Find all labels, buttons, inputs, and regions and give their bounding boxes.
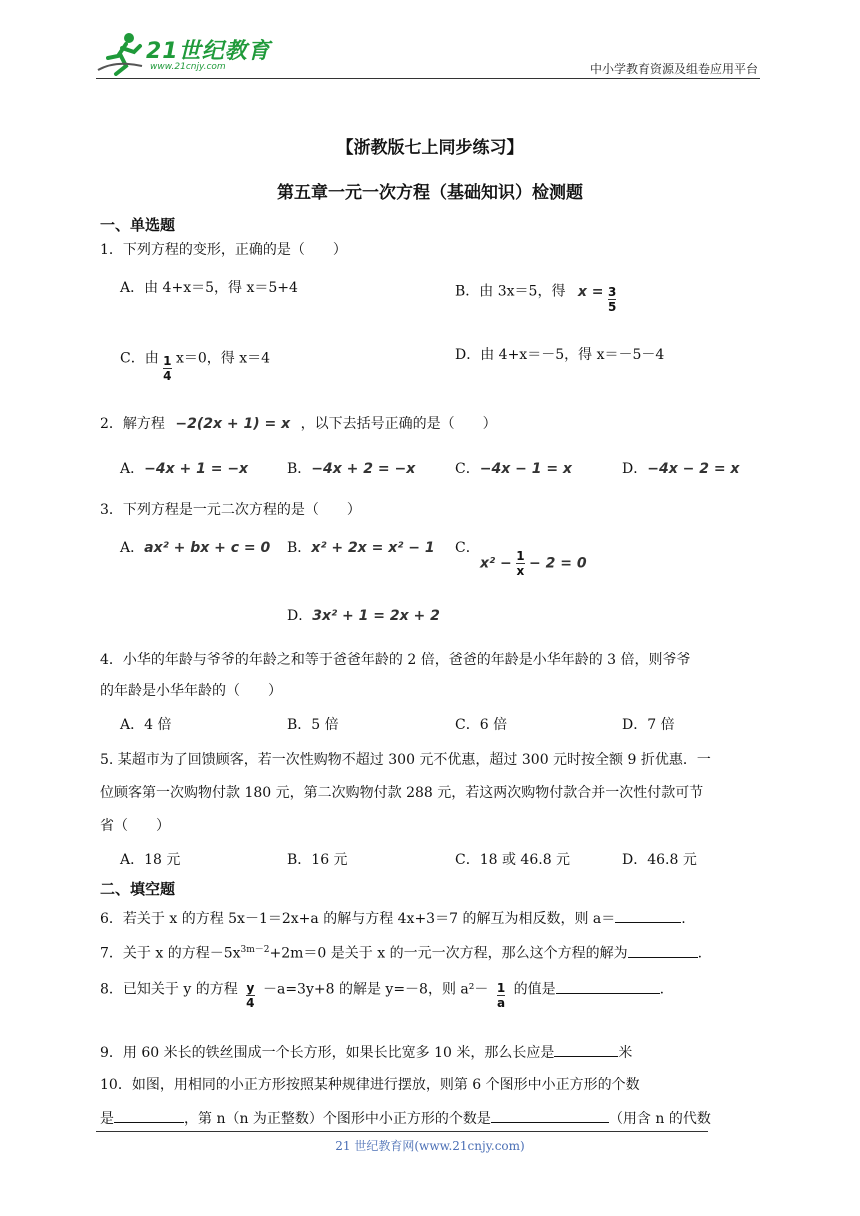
q4-option-d: D．7 倍 (622, 717, 675, 733)
q10-answer-blank-2[interactable] (491, 1108, 609, 1123)
logo-text: 21世纪教育 (146, 39, 271, 64)
section-heading-choice: 一、单选题 (100, 216, 176, 234)
q5-option-c: C．18 或 46.8 元 (455, 852, 571, 868)
q10-line2: 是 ，第 n（n 为正整数）个图形中小正方形的个数是 （用含 n 的代数 (100, 1108, 711, 1129)
q5-option-a: A．18 元 (120, 852, 181, 868)
q2-option-c: C．−4x − 1 = x (455, 461, 572, 477)
q5-option-d: D．46.8 元 (622, 852, 697, 868)
doc-title: 第五章一元一次方程（基础知识）检测题 (277, 183, 583, 203)
platform-name: 中小学教育资源及组卷应用平台 (589, 62, 758, 76)
q4-option-c: C．6 倍 (455, 717, 508, 733)
q8: 8．已知关于 y 的方程 $\frac{y}{4}$ －a=3y+8 的解是 y=－8，则 a²－ $\frac{1}{a}$ 的值是 . (100, 976, 664, 1003)
q1-stem: 1．下列方程的变形，正确的是（ ） (100, 242, 347, 258)
q9-answer-blank[interactable] (554, 1042, 618, 1057)
q2-option-a: A．−4x + 1 = −x (120, 461, 249, 477)
q7: 7．关于 x 的方程$-5x^{3m-2}+2m=0$ 是关于 x 的一元一次方程，那么这个方程的解为 . (100, 940, 702, 964)
q5-stem-line2: 位顾客第一次购物付款 180 元，第二次购物付款 288 元，若这两次购物付款合并一次性付款可节 (100, 785, 704, 801)
doc-series-title: 【浙教版七上同步练习】 (336, 138, 524, 158)
q9: 9．用 60 米长的铁丝围成一个长方形，如果长比宽多 10 米，那么长应是 米 (100, 1042, 632, 1063)
q4-stem-line1: 4．小华的年龄与爷爷的年龄之和等于爸爸年龄的 2 倍，爸爸的年龄是小华年龄的 3 倍，则爷爷 (100, 652, 691, 668)
q6: 6．若关于 x 的方程 5x－1＝2x+a 的解与方程 4x+3＝7 的解互为相反数，则 a＝ . (100, 908, 686, 929)
q5-stem-line3: 省（ ） (100, 818, 170, 834)
q3-option-a: A．ax² + bx + c = 0 (120, 540, 271, 556)
q3-option-b: B．x² + 2x = x² − 1 (287, 540, 435, 556)
logo-url: www.21cnjy.com (150, 62, 226, 72)
q3-stem: 3．下列方程是一元二次方程的是（ ） (100, 502, 361, 518)
footer-divider (96, 1131, 708, 1132)
q4-option-b: B．5 倍 (287, 717, 339, 733)
section-heading-fill: 二、填空题 (100, 880, 176, 898)
q3-option-c: x² − $\frac{1}{x}$ − 2 = 0 (480, 549, 587, 578)
q4-option-a: A．4 倍 (120, 717, 172, 733)
q4-stem-line2: 的年龄是小华年龄的（ ） (100, 683, 282, 699)
q3-option-c-label: C． (455, 540, 480, 556)
q1-option-c: C．由 $\frac{1}{4}$ x＝0，得 x＝4 (120, 350, 271, 383)
q2-stem: 2．解方程 −2(2x + 1) = x ，以下去括号正确的是（ ） (100, 416, 497, 432)
q5-stem-line1: 5. 某超市为了回馈顾客，若一次性购物不超过 300 元不优惠，超过 300 元时按全额 9 折优惠．一 (100, 752, 711, 768)
q5-option-b: B．16 元 (287, 852, 348, 868)
q1-option-a: A．由 4+x＝5，得 x＝5+4 (120, 280, 298, 296)
q10-line1: 10．如图，用相同的小正方形按照某种规律进行摆放，则第 6 个图形中小正方形的个数 (100, 1077, 640, 1093)
q7-answer-blank[interactable] (628, 943, 698, 958)
header-divider (96, 78, 760, 79)
q10-answer-blank-1[interactable] (114, 1108, 184, 1123)
q8-answer-blank[interactable] (556, 979, 660, 994)
q6-answer-blank[interactable] (615, 908, 681, 923)
q3-option-d: D．3x² + 1 = 2x + 2 (287, 608, 440, 624)
q1-option-d: D．由 4+x＝－5，得 x＝－5－4 (455, 347, 665, 363)
q2-option-b: B．−4x + 2 = −x (287, 461, 416, 477)
q2-option-d: D．−4x − 2 = x (622, 461, 740, 477)
q1-option-b: B．由 3x＝5，得 x = $\frac{3}{5}$ (455, 283, 617, 314)
footer-link[interactable]: 21 世纪教育网(www.21cnjy.com) (335, 1139, 525, 1153)
